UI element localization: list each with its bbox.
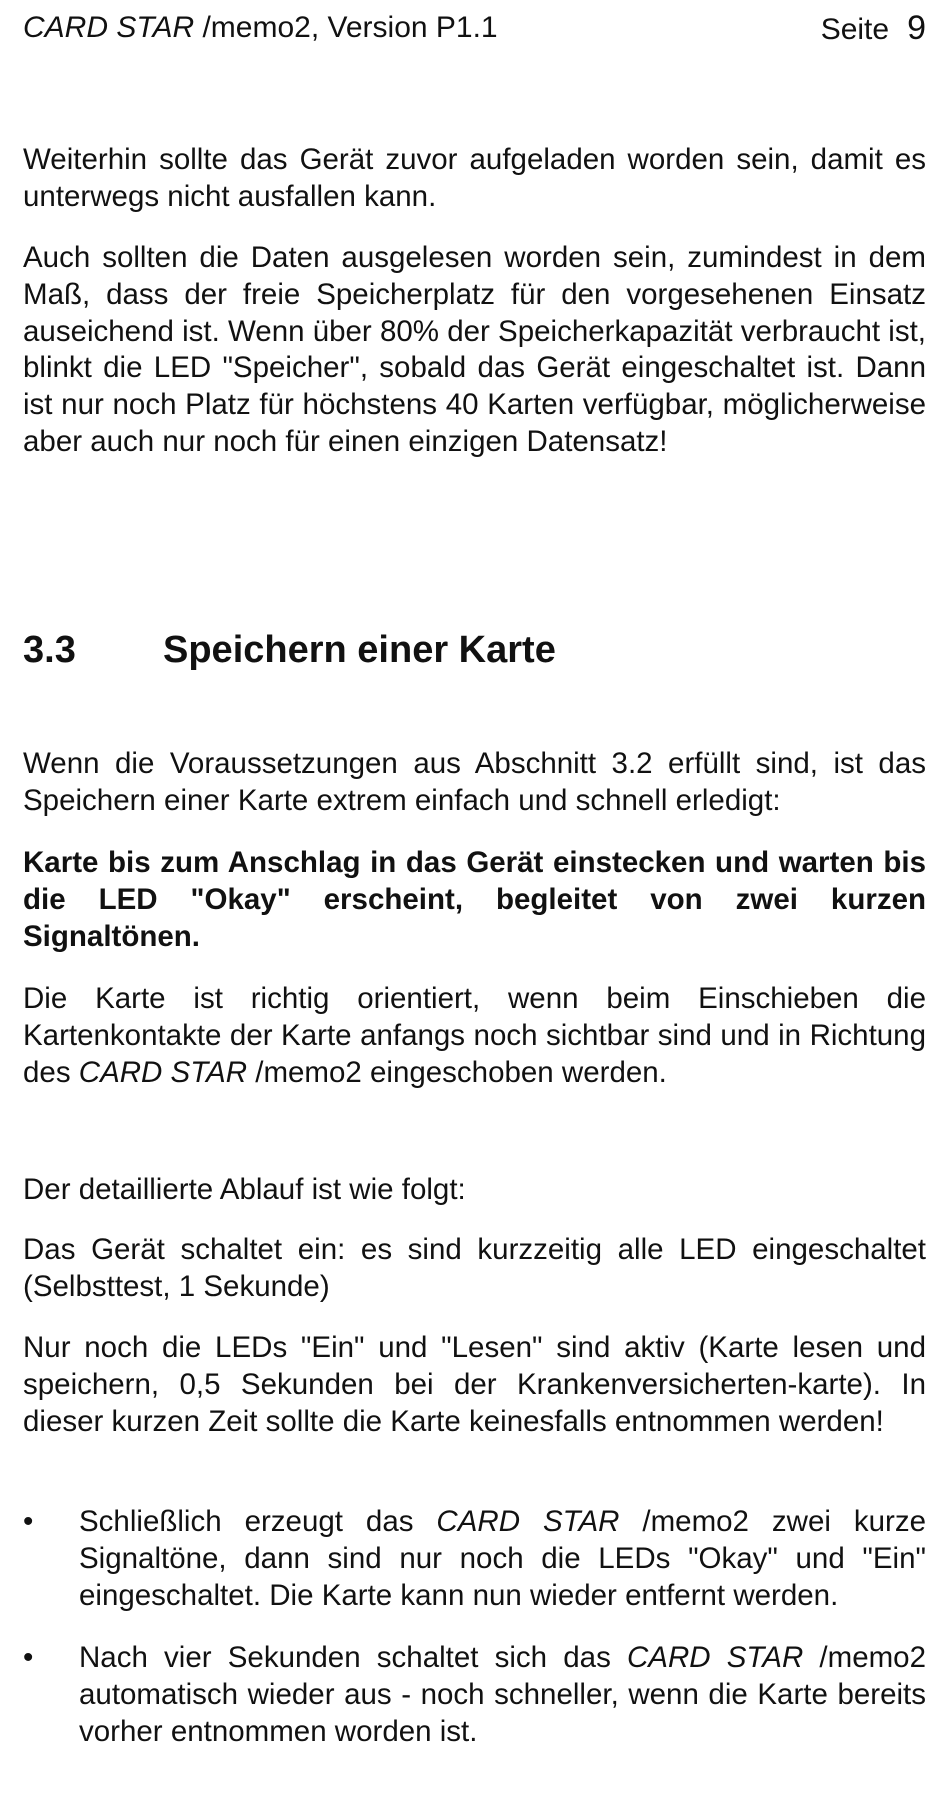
orientation-text-start: Die Karte ist richtig orientiert, wenn beim Einschieben die Kartenkontakte der Karte anfangs noch sichtbar sind und in Richtung des [23, 982, 926, 1089]
paragraph-instruction: Karte bis zum Anschlag in das Gerät einstecken und warten bis die LED "Okay" erscheint, begleitet von zwei kurzen Signaltönen. [23, 846, 926, 953]
orientation-text-end: /memo2 eingeschoben werden. [247, 1055, 667, 1089]
paragraph-step-reading: Nur noch die LEDs "Ein" und "Lesen" sind aktiv (Karte lesen und speichern, 0,5 Sekunden bei der Krankenversicherten-karte). In dieser kurzen Zeit sollte die Karte keinesfalls entnommen werden! [23, 1331, 926, 1438]
section-title: Speichern einer Karte [163, 629, 556, 671]
page-indicator [821, 8, 926, 50]
bullet-marker: • [23, 1641, 34, 1674]
page-header [23, 8, 926, 48]
product-name: CARD STAR [23, 11, 195, 44]
product-name: CARD STAR [627, 1641, 804, 1674]
bullet-text-start: Schließlich erzeugt das [79, 1505, 437, 1538]
paragraph-details-intro: Der detaillierte Ablauf ist wie folgt: [23, 1173, 466, 1206]
bullet-text [79, 1640, 926, 1750]
paragraph-charging: Weiterhin sollte das Gerät zuvor aufgeladen worden sein, damit es unterwegs nicht ausfallen kann. [23, 143, 926, 213]
product-name: CARD STAR [436, 1505, 620, 1538]
bullet-text [79, 1504, 926, 1614]
paragraph-orientation [23, 981, 926, 1091]
document-title [23, 8, 498, 48]
bullet-text-end: /memo2 zwei kurze Signaltöne, dann sind nur noch die LEDs "Okay" und "Ein" eingeschaltet. Die Karte kann nun wieder entfernt werden. [79, 1505, 926, 1612]
paragraph-intro: Wenn die Voraussetzungen aus Abschnitt 3.2 erfüllt sind, ist das Speichern einer Karte extrem einfach und schnell erledigt: [23, 747, 926, 817]
document-version: /memo2, Version P1.1 [194, 11, 498, 44]
page-number: 9 [907, 9, 926, 47]
section-number: 3.3 [23, 629, 76, 671]
bullet-marker: • [23, 1505, 34, 1538]
paragraph-memory: Auch sollten die Daten ausgelesen worden sein, zumindest in dem Maß, dass der freie Speicherplatz für den vorgesehenen Einsatz auseichend ist. Wenn über 80% der Speicherkapazität verbraucht ist, blinkt die LED "Speicher", sobald das Gerät eingeschaltet ist. Dann ist nur noch Platz für höchstens 40 Karten verfügbar, möglicherweise aber auch nur noch für einen einzigen Datensatz! [23, 241, 926, 458]
bullet-text-end: /memo2 automatisch wieder aus - noch schneller, wenn die Karte bereits vorher entnommen worden ist. [79, 1641, 926, 1748]
bullet-text-start: Nach vier Sekunden schaltet sich das [79, 1641, 627, 1674]
page-label: Seite [820, 13, 890, 46]
paragraph-step-selftest: Das Gerät schaltet ein: es sind kurzzeitig alle LED eingeschaltet (Selbsttest, 1 Sekunde) [23, 1233, 926, 1303]
product-name: CARD STAR [78, 1055, 248, 1089]
